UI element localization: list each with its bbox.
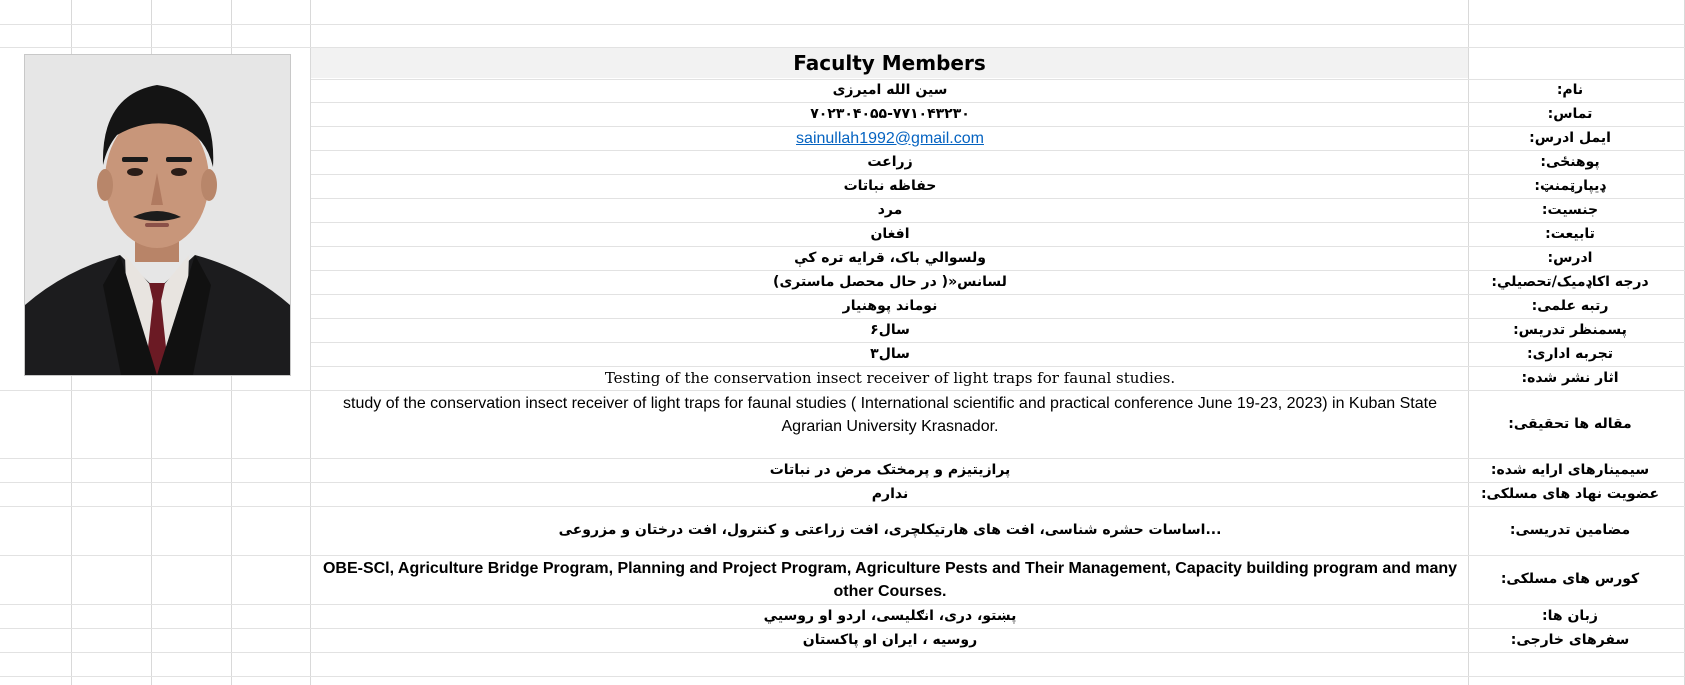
label-gender: جنسیت: bbox=[1541, 201, 1599, 218]
label-academic-degree: درجه اکاډمیک/تحصیلي: bbox=[1491, 273, 1649, 290]
value-foreign-travel: روسیه ، ایران او پاکستان bbox=[802, 631, 978, 648]
value-nationality: افغان bbox=[870, 225, 910, 242]
page-title: Faculty Members bbox=[793, 51, 986, 75]
label-professional-courses: کورس های مسلکی: bbox=[1500, 571, 1640, 587]
label-faculty: پوهنځی: bbox=[1540, 153, 1600, 170]
value-name: سین الله امیرزی bbox=[832, 82, 948, 98]
label-contact: تماس: bbox=[1547, 105, 1593, 122]
value-address: ولسوالي باک، قرایه تره کې bbox=[794, 249, 986, 266]
label-languages: زبان ها: bbox=[1542, 607, 1598, 624]
label-publications: اثار نشر شده: bbox=[1521, 369, 1619, 386]
label-teaching-subjects: مضامین تدریسی: bbox=[1509, 522, 1631, 538]
label-address: ادرس: bbox=[1547, 249, 1593, 266]
value-seminars: پرازیتیزم و پرمختک مرض در نباتات bbox=[769, 461, 1011, 478]
value-academic-rank: نوماند پوهنیار bbox=[842, 297, 938, 314]
label-nationality: تابیعت: bbox=[1545, 225, 1595, 242]
label-foreign-travel: سفرهای خارجی: bbox=[1510, 631, 1630, 648]
label-department: ډیپارټمنټ: bbox=[1534, 177, 1606, 194]
value-admin-experience: ۳سال bbox=[870, 345, 910, 362]
value-memberships: ندارم bbox=[871, 485, 909, 502]
value-teaching-background: ۶سال bbox=[870, 321, 910, 338]
email-link[interactable]: sainullah1992@gmail.com bbox=[796, 129, 984, 147]
value-department: حفاظه نباتات bbox=[843, 177, 937, 194]
label-admin-experience: تجربه اداری: bbox=[1527, 345, 1613, 362]
value-teaching-subjects: اساسات حشره شناسی، افت های هارتیکلچری، افت زراعتی و کنترول، افت درختان و مزروعی... bbox=[558, 522, 1222, 538]
label-research-articles: مقاله ها تحقیقی: bbox=[1508, 415, 1632, 432]
label-seminars: سیمینارهای ارایه شده: bbox=[1490, 461, 1650, 478]
value-gender: مرد bbox=[877, 201, 903, 218]
value-professional-courses: OBE-SCl, Agriculture Bridge Program, Planning and Project Program, Agriculture Pests and Their Management, Capacity building program and many other Courses. bbox=[322, 559, 1458, 600]
value-faculty: زراعت bbox=[867, 153, 913, 170]
value-academic-degree: لسانس«( در حال محصل ماستری) bbox=[773, 273, 1007, 290]
value-research-articles: study of the conservation insect receiver of light traps for faunal studies ( International scientific and practical conference June 19-23, 2023) in Kuban State Agrarian University Krasnador. bbox=[343, 395, 1437, 435]
label-email: ایمل ادرس: bbox=[1529, 129, 1611, 146]
value-email-wrap bbox=[316, 126, 1464, 150]
value-publications: Testing of the conservation insect receiver of light traps for faunal studies. bbox=[604, 368, 1176, 387]
label-name: نام: bbox=[1556, 82, 1584, 98]
value-languages: پښتو، دری، انګلیسی، اردو او روسيي bbox=[763, 607, 1017, 624]
label-teaching-background: پسمنظر تدریس: bbox=[1513, 321, 1627, 338]
value-contact: ۷۰۲۳۰۴۰۵۵-۷۷۱۰۴۳۲۳۰ bbox=[810, 105, 970, 122]
label-academic-rank: رتبه علمی: bbox=[1531, 297, 1609, 314]
profile-photo bbox=[24, 54, 291, 376]
label-memberships: عضویت نهاد های مسلکی: bbox=[1480, 485, 1660, 502]
